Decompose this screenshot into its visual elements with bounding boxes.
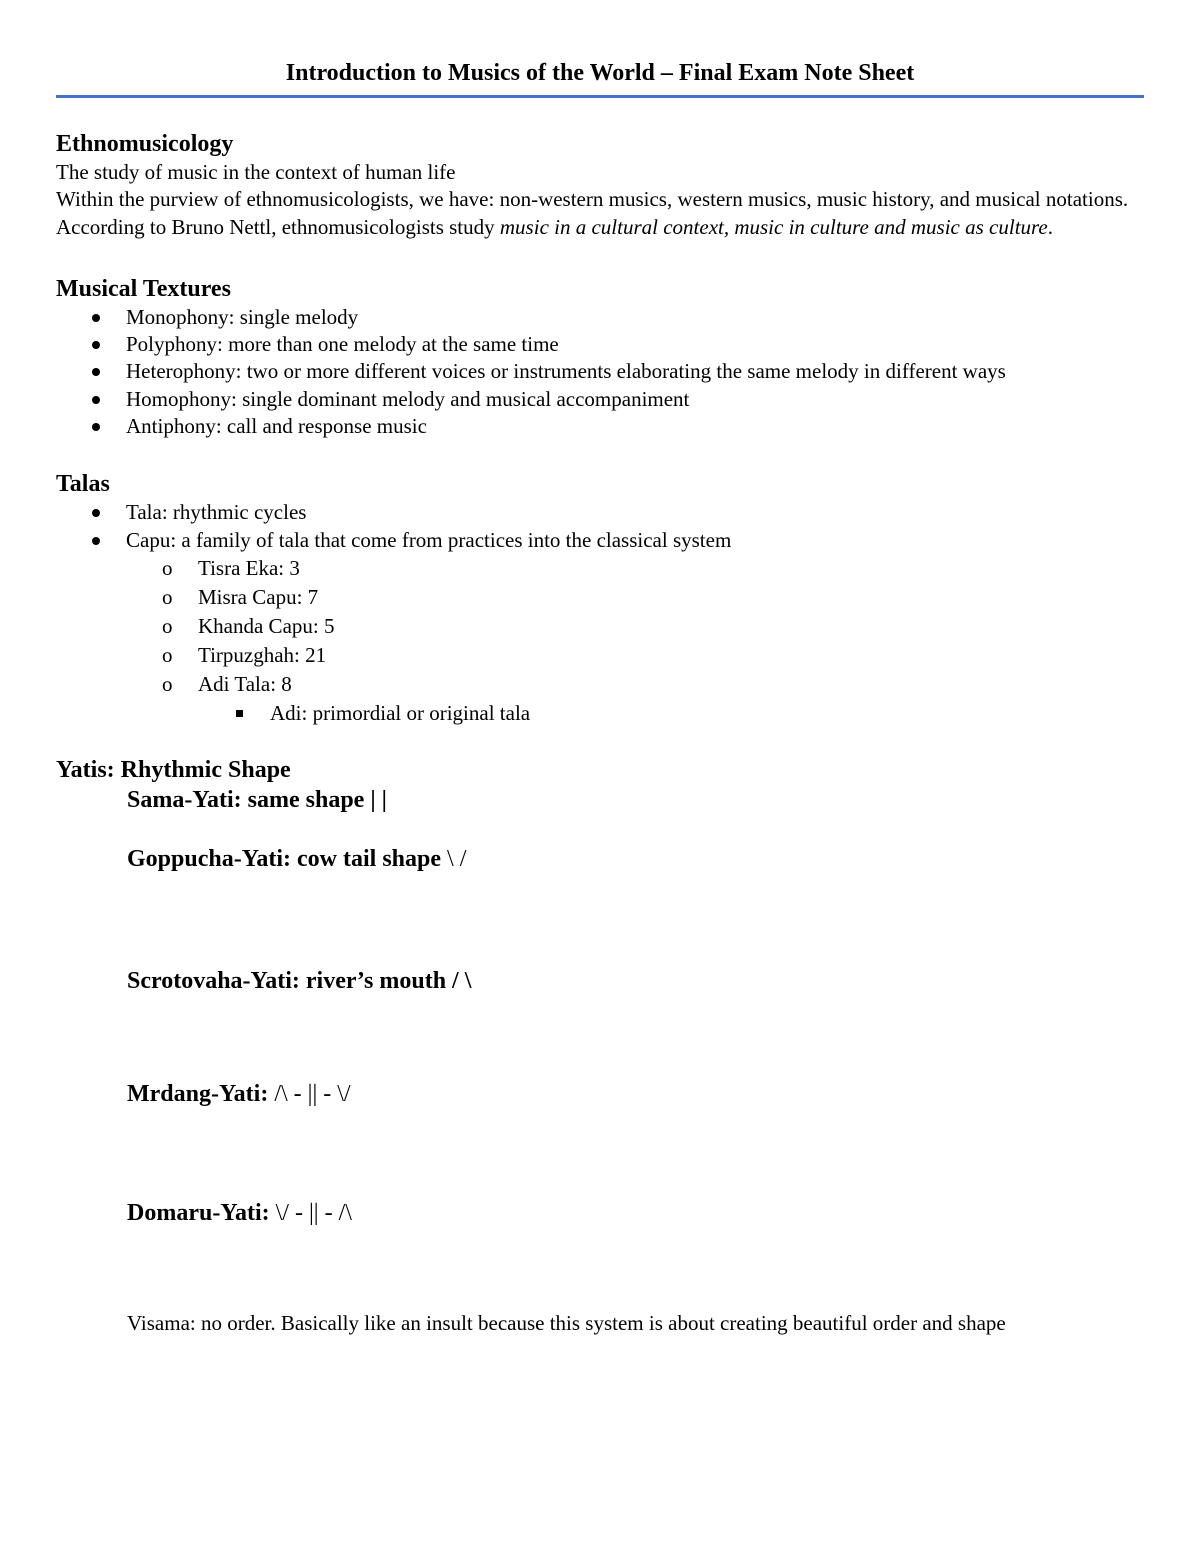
list-item-text: Monophony: single melody: [126, 304, 359, 329]
circle-bullet-icon: o: [162, 584, 173, 609]
bullet-dot-icon: [92, 423, 100, 431]
talas-section: [56, 469, 1144, 728]
goppucha-yati-line: [56, 844, 1144, 874]
list-item-text: Capu: a family of tala that come from practices into the classical system: [126, 527, 732, 552]
nettl-italic-phrase: music in a cultural context, music in culture and music as culture: [499, 214, 1048, 239]
list-item-text: Polyphony: more than one melody at the same time: [126, 332, 559, 357]
sub-list-item: [126, 612, 1144, 641]
adi-sublist: [198, 699, 1144, 728]
sub-list-item-text: Tirpuzghah: 21: [198, 642, 327, 667]
sub-list-item: [126, 670, 1144, 728]
visama-line: Visama: no order. Basically like an insult because this system is about creating beautiful order and shape: [127, 1310, 1006, 1335]
talas-heading: Talas: [56, 471, 110, 498]
ethnomusicology-purview: Within the purview of ethnomusicologists, we have: non-western musics, western musics, music history, and musical notations.: [56, 187, 1129, 212]
note-content: [56, 129, 1144, 1338]
sub-list-item-text: Adi Tala: 8: [198, 671, 292, 696]
textures-list: [56, 304, 1144, 440]
bullet-dot-icon: [92, 537, 100, 545]
capu-sublist: [126, 554, 1144, 728]
sub-list-item-text: Tisra Eka: 3: [198, 555, 300, 580]
sub-sub-list-item: [198, 699, 1144, 728]
sub-list-item: [126, 554, 1144, 583]
list-item-text: Tala: rhythmic cycles: [126, 500, 307, 525]
sub-list-item-text: Khanda Capu: 5: [198, 613, 335, 638]
mrdang-yati-shape: /\ - || - \/: [268, 1080, 351, 1107]
mrdang-yati-label: Mrdang-Yati:: [127, 1080, 269, 1107]
yatis-heading: Yatis: Rhythmic Shape: [56, 756, 291, 783]
nettl-prefix: According to Bruno Nettl, ethnomusicologists study: [56, 214, 500, 239]
scrotovaha-yati-line: [56, 966, 1144, 996]
circle-bullet-icon: o: [162, 671, 173, 696]
sub-sub-list-item-text: Adi: primordial or original tala: [270, 700, 531, 725]
bullet-dot-icon: [92, 368, 100, 376]
spacer: [56, 815, 1144, 844]
list-item: [56, 331, 1144, 358]
sub-list-item-text: Misra Capu: 7: [198, 584, 319, 609]
list-item: [56, 386, 1144, 413]
page-title: Introduction to Musics of the World – Final Exam Note Sheet: [285, 60, 915, 86]
nettl-suffix: .: [1047, 214, 1053, 239]
sama-yati-label: Sama-Yati: same shape: [127, 786, 365, 813]
bullet-dot-icon: [92, 396, 100, 404]
sub-list-item: [126, 583, 1144, 612]
talas-list: [56, 499, 1144, 728]
bullet-dot-icon: [92, 509, 100, 517]
bullet-dot-icon: [92, 341, 100, 349]
mrdang-yati-line: [56, 1079, 1144, 1109]
list-item-text: Homophony: single dominant melody and musical accompaniment: [126, 386, 690, 411]
spacer: [56, 440, 1144, 469]
domaru-yati-shape: \/ - || - /\: [269, 1199, 352, 1226]
spacer: [56, 728, 1144, 755]
list-item: [56, 499, 1144, 526]
list-item-text: Heterophony: two or more different voices or instruments elaborating the same melody in different ways: [126, 359, 1006, 384]
circle-bullet-icon: o: [162, 642, 173, 667]
scrotovaha-yati-label: Scrotovaha-Yati: river’s mouth / \: [127, 967, 472, 994]
circle-bullet-icon: o: [162, 613, 173, 638]
ethnomusicology-definition: The study of music in the context of human life: [56, 160, 456, 184]
sama-yati-line: [56, 785, 1144, 815]
ethnomusicology-heading: Ethnomusicology: [56, 131, 234, 157]
bullet-dot-icon: [92, 314, 100, 322]
spacer: [56, 1109, 1144, 1198]
list-item: [56, 527, 1144, 728]
title-underline-rule: [56, 95, 1144, 98]
list-item-text: Antiphony: call and response music: [126, 414, 427, 439]
circle-bullet-icon: o: [162, 555, 173, 580]
sub-list-item: [126, 641, 1144, 670]
sama-yati-shape: | |: [364, 786, 387, 813]
list-item: [56, 358, 1144, 385]
domaru-yati-line: [56, 1198, 1144, 1228]
goppucha-yati-shape: \ /: [441, 845, 467, 872]
spacer: [56, 241, 1144, 274]
textures-section: [56, 274, 1144, 440]
ethnomusicology-section: [56, 129, 1144, 241]
goppucha-yati-label: Goppucha-Yati: cow tail shape: [127, 845, 442, 872]
square-bullet-icon: [236, 710, 243, 717]
list-item: [56, 413, 1144, 440]
textures-heading: Musical Textures: [56, 275, 231, 302]
spacer: [56, 1228, 1144, 1308]
list-item: [56, 304, 1144, 331]
yatis-section: [56, 755, 1144, 1338]
spacer: [56, 874, 1144, 966]
domaru-yati-label: Domaru-Yati:: [127, 1199, 270, 1226]
ethnomusicology-nettl-quote: [56, 214, 1144, 241]
spacer: [56, 996, 1144, 1079]
